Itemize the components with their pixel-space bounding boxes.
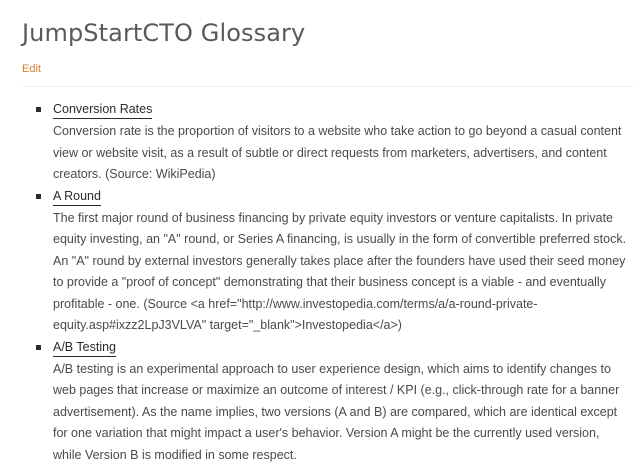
glossary-list [0, 99, 633, 466]
glossary-term-link[interactable]: A Round [53, 188, 101, 206]
edit-link[interactable]: Edit [22, 63, 41, 75]
glossary-term-link[interactable]: Conversion Rates [53, 101, 152, 119]
bullet-icon [36, 107, 41, 112]
glossary-entry-a-round [0, 186, 633, 337]
divider [22, 86, 633, 87]
glossary-definition: The first major round of business financing by private equity investors or venture capitalists. In private equity investing, an "A" round, or Series A financing, is usually in the form of convertible preferred stock. An "A" round by external investors generally takes place after the founders have used their seed money to provide a "proof of concept" demonstrating that their business concept is a viable - and eventually profitable - one. (Source <a href="http://www.investopedia.com/terms/a/a-round-private-equity.asp#ixzz2LpJ3VLVA" target="_blank">Investopedia</a>) [53, 210, 627, 332]
bullet-icon [36, 194, 41, 199]
bullet-icon [36, 345, 41, 350]
glossary-definition: A/B testing is an experimental approach to user experience design, which aims to identify changes to web pages that increase or maximize an outcome of interest / KPI (e.g., click-through rate for a banner advertisement). As the name implies, two versions (A and B) are compared, which are identical except for one variation that might impact a user's behavior. Version A might be the currently used version, while Version B is modified in some respect. [53, 361, 620, 462]
page-title: JumpStartCTO Glossary [22, 19, 306, 47]
glossary-entry-conversion-rates [0, 99, 633, 186]
glossary-definition: Conversion rate is the proportion of visitors to a website who take action to go beyond a casual content view or website visit, as a result of subtle or direct requests from marketers, advertisers, and content creators. (Source: WikiPedia) [53, 124, 622, 181]
glossary-entry-ab-testing [0, 337, 633, 467]
glossary-term-link[interactable]: A/B Testing [53, 339, 116, 357]
